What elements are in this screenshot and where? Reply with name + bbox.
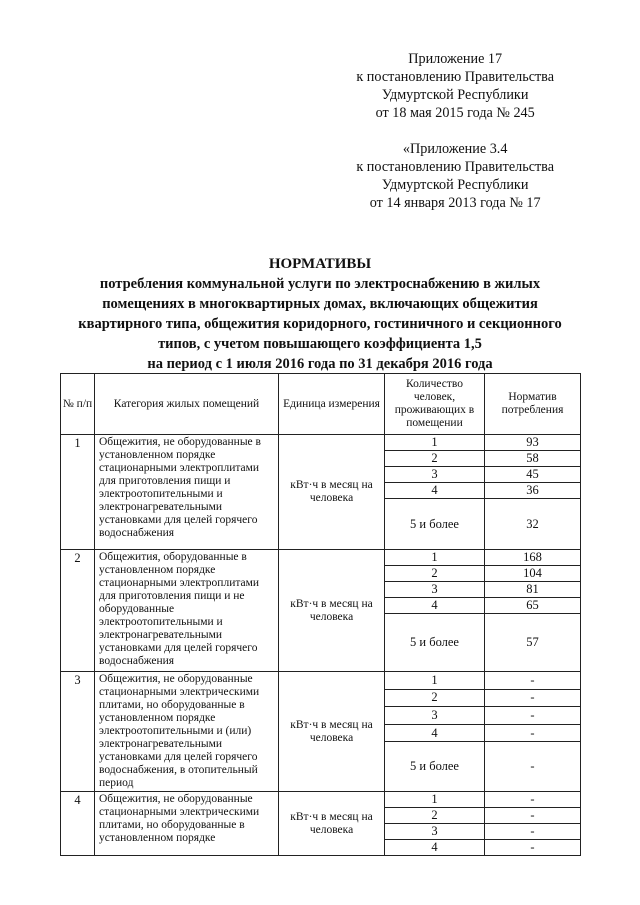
row-category: Общежития, не оборудованные в установленном порядке стационарными электроплитами для приготовления пищи и электроотопительными и электронагревательными установками для целей горячего водоснабжения <box>95 435 279 550</box>
title-line2: помещениях в многоквартирных домах, включающих общежития <box>102 296 538 312</box>
table-row <box>61 672 581 690</box>
table-row <box>61 550 581 566</box>
appendix-current-line2: к постановлению Правительства <box>356 69 554 85</box>
title-main: НОРМАТИВЫ <box>268 256 372 272</box>
appendix-original-line1: «Приложение 3.4 <box>402 141 508 157</box>
title-line4: типов, с учетом повышающего коэффициента 1,5 <box>158 336 482 352</box>
people-count-cell: 2 <box>385 451 485 467</box>
table-row <box>61 792 581 808</box>
norm-value-cell: 65 <box>485 598 581 614</box>
header-unit: Единица измерения <box>279 374 385 435</box>
row-unit: кВт·ч в месяц на человека <box>279 672 385 792</box>
people-count-cell: 3 <box>385 582 485 598</box>
norm-value-cell: - <box>485 792 581 808</box>
people-count-cell: 1 <box>385 550 485 566</box>
people-count-cell: 2 <box>385 566 485 582</box>
appendix-original-line2: к постановлению Правительства <box>356 159 554 175</box>
norm-value-cell: - <box>485 808 581 824</box>
people-count-cell: 4 <box>385 598 485 614</box>
row-category: Общежития, не оборудованные стационарными электрическими плитами, но оборудованные в установленном порядке <box>95 792 279 856</box>
norm-value-cell: 168 <box>485 550 581 566</box>
norm-value-cell: 104 <box>485 566 581 582</box>
norm-value-cell: 36 <box>485 483 581 499</box>
title-line5: на период с 1 июля 2016 года по 31 декабря 2016 года <box>147 356 493 372</box>
people-count-cell: 5 и более <box>385 614 485 672</box>
people-count-cell: 1 <box>385 792 485 808</box>
appendix-original-block <box>356 140 554 212</box>
norm-value-cell: 93 <box>485 435 581 451</box>
norm-value-cell: - <box>485 840 581 856</box>
people-count-cell: 3 <box>385 707 485 725</box>
people-count-cell: 4 <box>385 724 485 742</box>
norm-value-cell: 58 <box>485 451 581 467</box>
people-count-cell: 2 <box>385 689 485 707</box>
people-count-cell: 4 <box>385 483 485 499</box>
header-people: Количество человек, проживающих в помещении <box>385 374 485 435</box>
people-count-cell: 3 <box>385 467 485 483</box>
appendix-current-line1: Приложение 17 <box>408 51 503 67</box>
norm-value-cell: 81 <box>485 582 581 598</box>
norm-value-cell: - <box>485 707 581 725</box>
appendix-current-line3: Удмуртской Республики <box>381 87 529 103</box>
norms-table-body <box>61 435 581 856</box>
title-line3: квартирного типа, общежития коридорного, гостиничного и секционного <box>78 316 562 332</box>
row-number: 2 <box>61 550 95 672</box>
row-number: 3 <box>61 672 95 792</box>
table-row <box>61 435 581 451</box>
row-unit: кВт·ч в месяц на человека <box>279 435 385 550</box>
appendix-current-block <box>356 50 554 122</box>
document-title <box>60 254 580 374</box>
row-number: 4 <box>61 792 95 856</box>
norm-value-cell: - <box>485 724 581 742</box>
header-category: Категория жилых помещений <box>95 374 279 435</box>
norm-value-cell: 45 <box>485 467 581 483</box>
norm-value-cell: - <box>485 824 581 840</box>
row-unit: кВт·ч в месяц на человека <box>279 550 385 672</box>
people-count-cell: 1 <box>385 672 485 690</box>
norms-table <box>60 373 581 856</box>
people-count-cell: 2 <box>385 808 485 824</box>
header-num: № п/п <box>61 374 95 435</box>
people-count-cell: 1 <box>385 435 485 451</box>
appendix-original-line4: от 14 января 2013 года № 17 <box>369 195 541 211</box>
appendix-current-line4: от 18 мая 2015 года № 245 <box>375 105 535 121</box>
people-count-cell: 5 и более <box>385 499 485 550</box>
norm-value-cell: - <box>485 742 581 792</box>
row-unit: кВт·ч в месяц на человека <box>279 792 385 856</box>
norm-value-cell: 57 <box>485 614 581 672</box>
header-norm: Норматив потребления <box>485 374 581 435</box>
people-count-cell: 5 и более <box>385 742 485 792</box>
row-category: Общежития, оборудованные в установленном порядке стационарными электроплитами для приготовления пищи и не оборудованные электроотопительными и электронагревательными установками для целей горячего водоснабжения <box>95 550 279 672</box>
norm-value-cell: - <box>485 689 581 707</box>
row-category: Общежития, не оборудованные стационарными электрическими плитами, но оборудованные в установленном порядке электроотопительными и (или) электронагревательными установками для целей горячего водоснабжения, в отопительный период <box>95 672 279 792</box>
people-count-cell: 3 <box>385 824 485 840</box>
title-line1: потребления коммунальной услуги по электроснабжению в жилых <box>99 276 541 292</box>
people-count-cell: 4 <box>385 840 485 856</box>
norm-value-cell: 32 <box>485 499 581 550</box>
appendix-original-line3: Удмуртской Республики <box>381 177 529 193</box>
table-header-row <box>61 374 581 435</box>
row-number: 1 <box>61 435 95 550</box>
norm-value-cell: - <box>485 672 581 690</box>
